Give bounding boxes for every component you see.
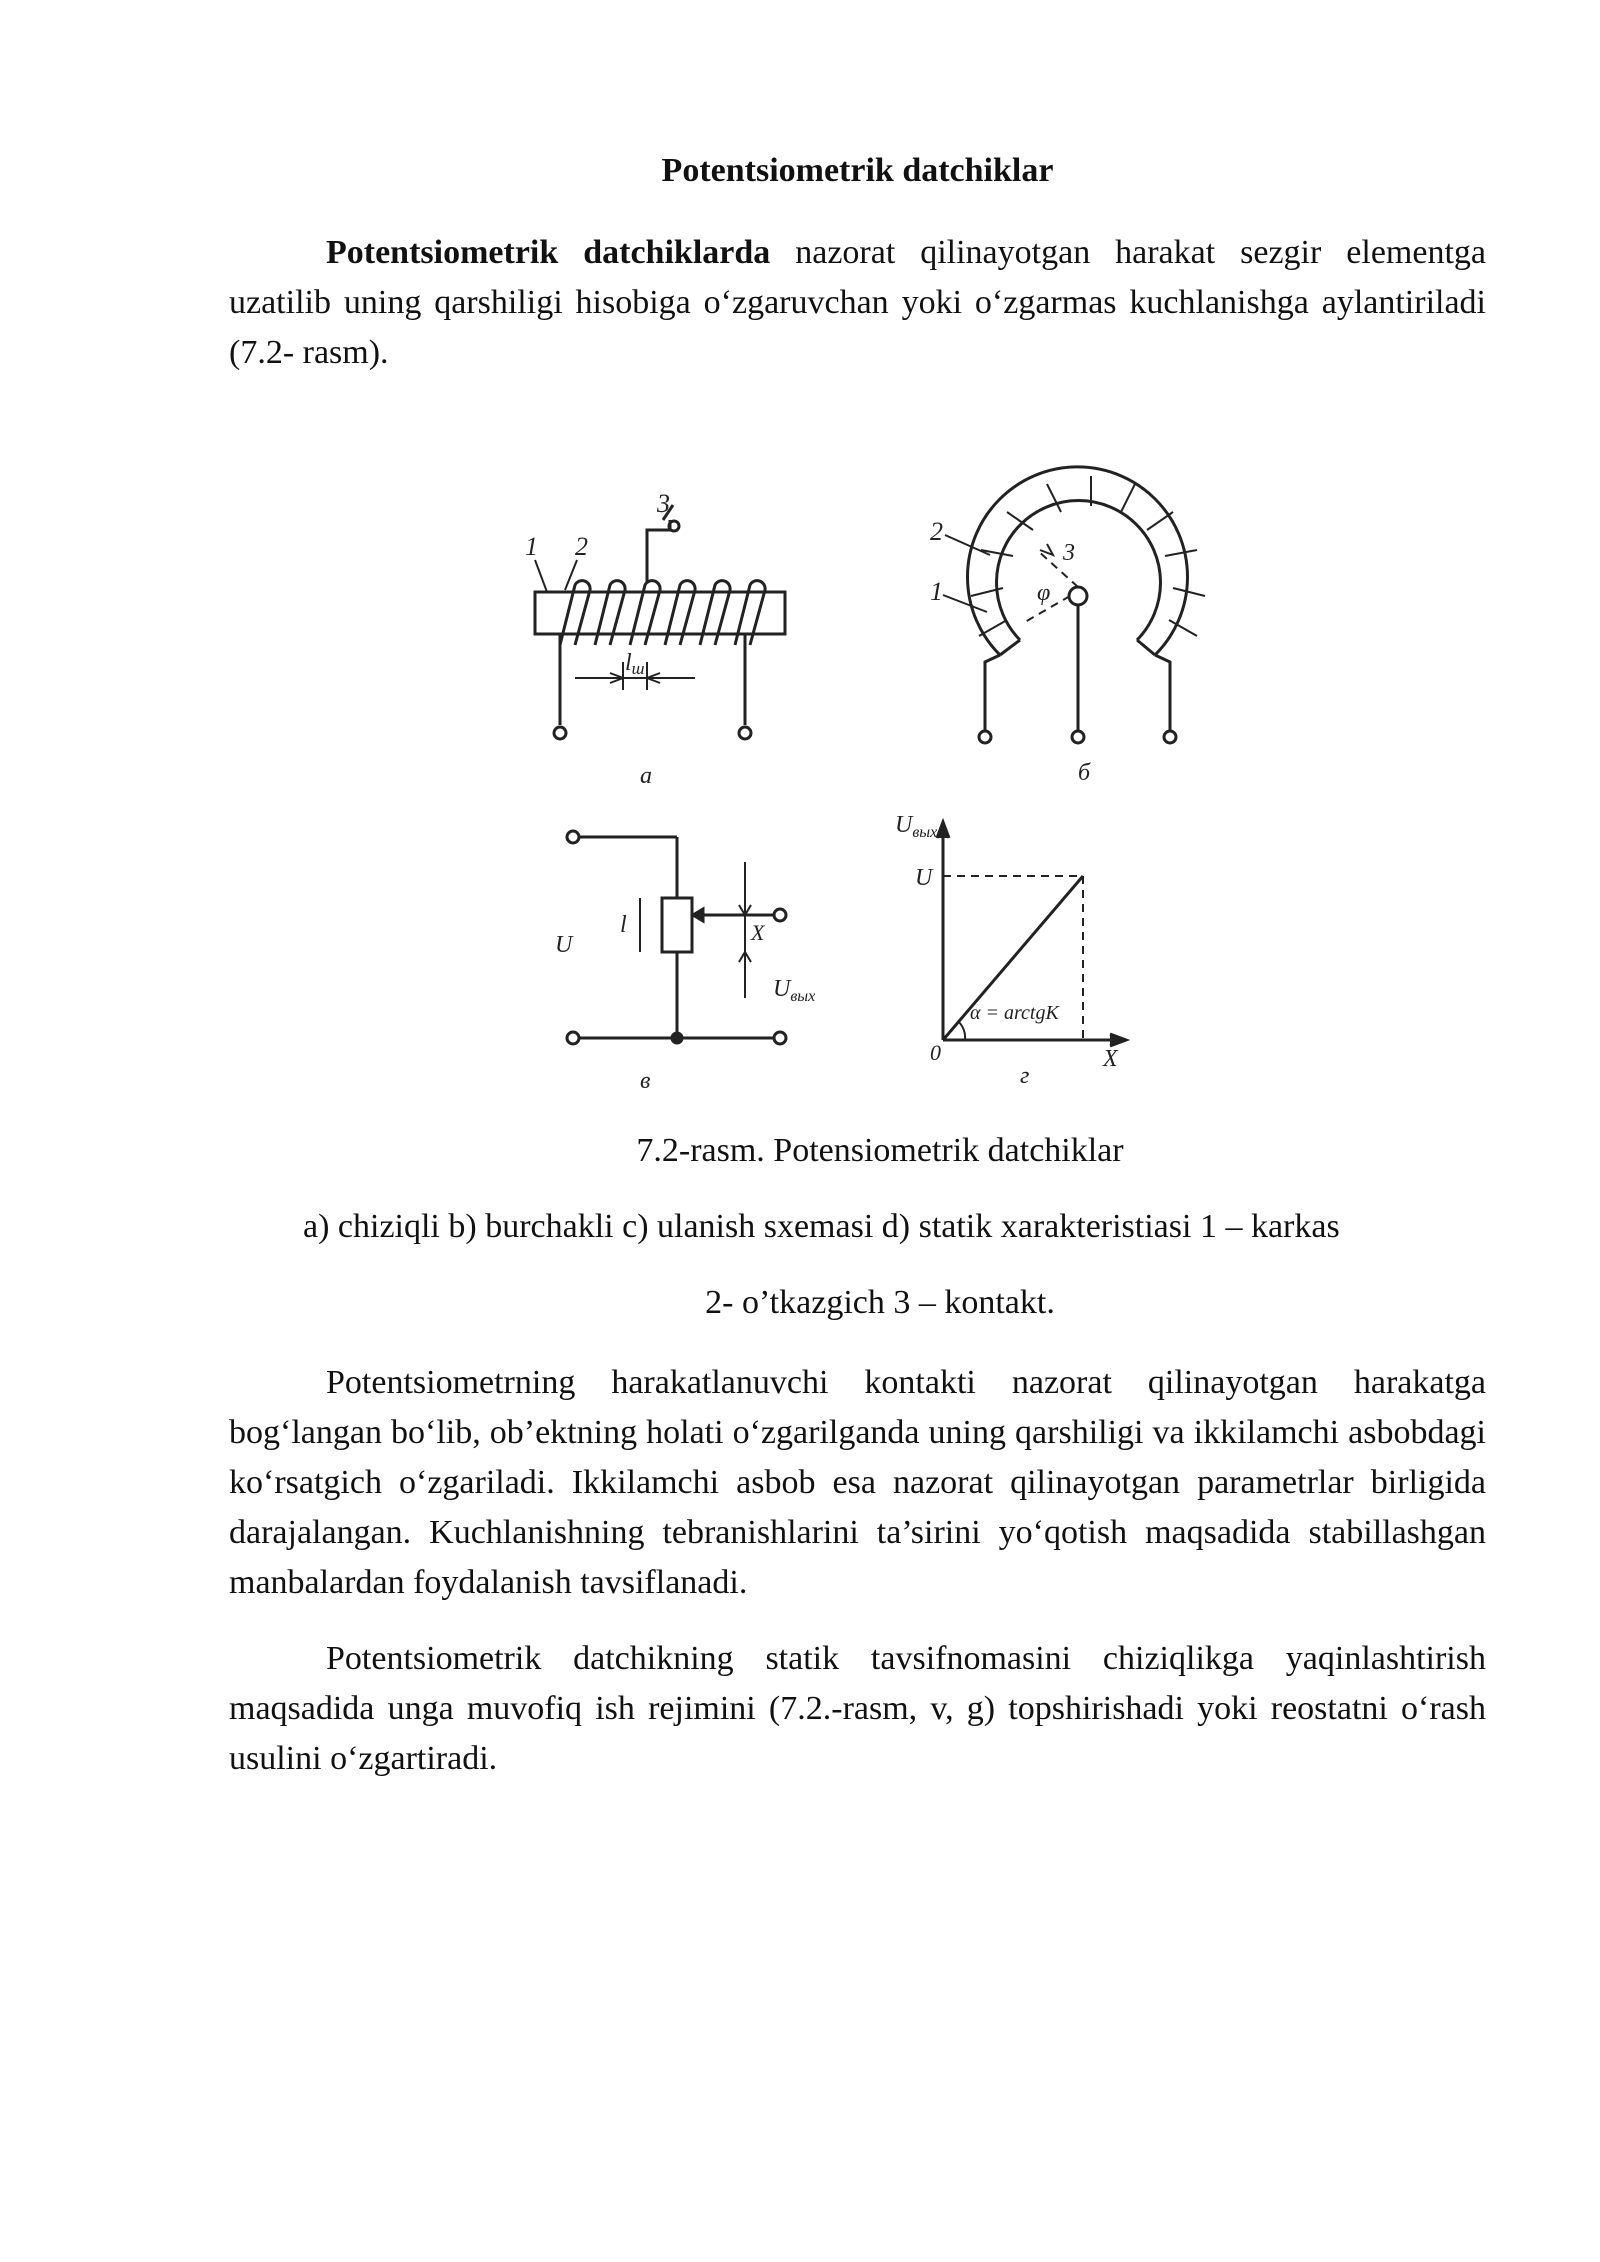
label-2-angular: 2 [930, 517, 943, 546]
label-X-circuit: X [751, 920, 765, 945]
linear-potentiometer-diagram [535, 505, 785, 739]
label-U-circuit: U [555, 932, 573, 958]
label-b: б [1078, 760, 1091, 786]
label-3-angular: 3 [1063, 540, 1075, 566]
intro-bold-lead: Potentsiometrik datchiklarda [326, 234, 771, 271]
body-paragraph-3: Potentsiometrik datchikning statik tavsifnomasini chiziqlikga yaqinlashtirish maqsadida unga muvofiq ish rejimini (7.2.-rasm, v, g) topshirishadi yoki reostatni o‘rash usulini o‘zgartiradi. [229, 1640, 1486, 1777]
label-Uvyh-circuit: $U_{вых}$ [773, 976, 816, 1005]
label-Uvyh-plot: $U_{вых}$ [895, 812, 938, 841]
label-phi: φ [1037, 580, 1051, 606]
label-1-linear: 1 [525, 532, 538, 561]
angular-potentiometer-diagram [943, 467, 1205, 743]
figure-caption-legend: a) chiziqli b) burchakli c) ulanish sxemasi d) statik xarakteristiasi 1 – karkas [303, 1208, 1340, 1245]
figure-caption-title: 7.2-rasm. Potensiometrik datchiklar [636, 1132, 1124, 1169]
potentiometer-figure [225, 400, 1225, 1130]
label-3-linear: 3 [657, 489, 670, 518]
intro-text: nazorat qilinayotgan harakat sezgir elementga uzatilib uning qarshiligi hisobiga o‘zgaruvchan yoki o‘zgarmas kuchlanishga aylantiriladi (7.2- rasm). [229, 234, 1486, 371]
label-alpha: α = arctgK [970, 1002, 1059, 1024]
label-lsh: lш [625, 650, 645, 678]
label-X-plot: X [1103, 1046, 1118, 1072]
label-zero: 0 [930, 1040, 941, 1065]
label-c: в [640, 1068, 651, 1094]
label-U-plot: U [915, 865, 933, 891]
figure-caption-legend-cont: 2- o’tkazgich 3 – kontakt. [705, 1284, 1055, 1321]
label-1-angular: 1 [930, 577, 943, 606]
intro-paragraph [229, 228, 1486, 378]
label-d: г [1020, 1063, 1030, 1089]
body-paragraph-2: Potentsiometrning harakatlanuvchi kontakti nazorat qilinayotgan harakatga bog‘langan bo‘lib, ob’ektning holati o‘zgarilganda uning qarshiligi va ikkilamchi asbobdagi ko‘rsatgich o‘zgariladi. Ikkilamchi asbob esa nazorat qilinayotgan parametrlar birligida darajalangan. Kuchlanishning tebranishlarini ta’sirini yo‘qotish maqsadida stabillashgan manbalardan foydalanish tavsiflanadi. [229, 1364, 1486, 1601]
figure-drawing [225, 400, 1225, 1130]
label-2-linear: 2 [575, 532, 588, 561]
label-l-circuit: l [620, 912, 627, 938]
page-title: Potentsiometrik datchiklar [661, 152, 1054, 189]
label-a: а [640, 763, 652, 789]
